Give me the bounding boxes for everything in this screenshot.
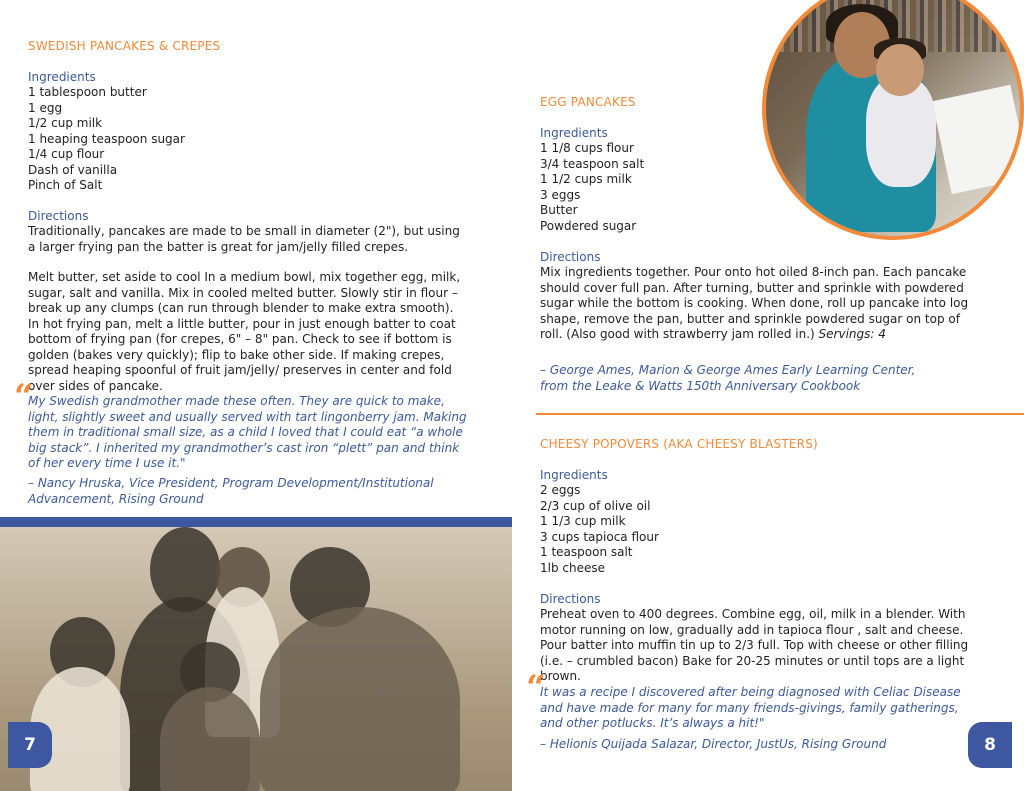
list-item: 1 1/2 cups milk xyxy=(540,172,632,186)
directions-paragraph: Preheat oven to 400 degrees. Combine egg, oil, milk in a blender. With motor running on low, gradually add in tapioca flour , salt and cheese. Pour batter into muffin tin up to 2/3 full. Top with cheese or other filling (i.e. – crumbled bacon) Bake for 20-25 minutes or until tops are a light brown. xyxy=(540,607,969,683)
list-item: 1/4 cup flour xyxy=(28,147,105,161)
mother-baby-photo xyxy=(762,0,1024,240)
list-item: 1 teaspoon salt xyxy=(540,545,633,559)
directions-paragraph xyxy=(540,265,980,343)
testimonial-attribution: – Helionis Quijada Salazar, Director, JustUs, Rising Ground xyxy=(540,737,887,751)
directions-paragraph: Melt butter, set aside to cool In a medium bowl, mix together egg, milk, sugar, salt and vanilla. Mix in cooled melted butter. Slowly stir in flour – break up any clumps (can run through blender to make extra smooth). In hot frying pan, melt a little butter, pour in just enough batter to coat bottom of frying pan (for crepes, 6" – 8" pan. Check to see if bottom is golden (bakes very quickly); flip to bake other side. If making crepes, spread heaping spoonful of fruit jam/jelly/ preserves in center and fold over sides of pancake. xyxy=(28,270,461,393)
directions-paragraph: Traditionally, pancakes are made to be small in diameter (2"), but using a larger frying pan the batter is great for jam/jelly filled crepes. xyxy=(28,224,460,254)
list-item: 1lb cheese xyxy=(540,560,606,575)
divider-bar xyxy=(0,517,512,527)
ingredients-heading: Ingredients xyxy=(28,70,96,84)
list-item: Pinch of Salt xyxy=(28,178,103,192)
family-photo xyxy=(0,527,512,791)
attribution-line: – George Ames, Marion & George Ames Early Learning Center, xyxy=(540,363,916,377)
directions-heading: Directions xyxy=(540,250,601,264)
list-item: 2 eggs xyxy=(540,483,581,497)
directions-heading: Directions xyxy=(28,209,89,223)
list-item: 1/2 cup milk xyxy=(28,116,103,130)
recipe-attribution xyxy=(540,363,980,394)
attribution-line: from the Leake & Watts 150th Anniversary Cookbook xyxy=(540,378,861,393)
ingredients-list xyxy=(540,141,644,234)
directions-heading: Directions xyxy=(540,592,601,606)
ingredients-list xyxy=(28,85,185,194)
quote-mark-icon: “ xyxy=(14,377,34,417)
list-item: Dash of vanilla xyxy=(28,162,118,177)
servings-text: Servings: 4 xyxy=(818,327,886,341)
section-divider xyxy=(536,413,1024,415)
list-item: 1 1/8 cups flour xyxy=(540,141,634,155)
ingredients-heading: Ingredients xyxy=(540,468,608,482)
ingredients-list xyxy=(540,483,659,576)
recipe-title: EGG PANCAKES xyxy=(540,95,636,109)
list-item: Powdered sugar xyxy=(540,218,637,233)
recipe-title: CHEESY POPOVERS (AKA CHEESY BLASTERS) xyxy=(540,437,818,451)
testimonial-quote: My Swedish grandmother made these often. They are quick to make, light, slightly sweet and usually served with tart lingonberry jam. Making them in traditional small size, as a child I loved that I could eat “a whole big stack”. I inherited my grandmother’s cast iron “plett” pan and think of her every time I use it." xyxy=(28,394,467,470)
recipe-title: SWEDISH PANCAKES & CREPES xyxy=(28,39,221,53)
list-item: 1 1/3 cup milk xyxy=(540,514,626,528)
list-item: 1 tablespoon butter xyxy=(28,85,147,99)
list-item: 1 egg xyxy=(28,100,63,115)
list-item: Butter xyxy=(540,203,578,217)
list-item: 2/3 cup of olive oil xyxy=(540,498,651,513)
list-item: 3/4 teaspoon salt xyxy=(540,156,645,171)
list-item: 1 heaping teaspoon sugar xyxy=(28,131,185,146)
page-number-badge: 8 xyxy=(968,722,1012,768)
page-8 xyxy=(512,0,1024,791)
quote-mark-icon: “ xyxy=(526,668,546,708)
ingredients-heading: Ingredients xyxy=(540,126,608,140)
testimonial-quote: It was a recipe I discovered after being diagnosed with Celiac Disease and have made for many for many friends-givings, family gatherings, and other potlucks. It’s always a hit!" xyxy=(540,685,961,730)
list-item: 3 cups tapioca flour xyxy=(540,529,659,544)
directions-text: Mix ingredients together. Pour onto hot oiled 8-inch pan. Each pancake should cover full pan. After turning, butter and sprinkle with powdered sugar while the bottom is cooking. When done, roll up pancake into log shape, remove the pan, butter and sprinkle powdered sugar on top of roll. (Also good with strawberry jam rolled in.) xyxy=(540,265,969,341)
testimonial-attribution: – Nancy Hruska, Vice President, Program Development/Institutional Advancement, Rising Ground xyxy=(28,476,434,506)
page-number-badge: 7 xyxy=(8,722,52,768)
list-item: 3 eggs xyxy=(540,187,581,202)
